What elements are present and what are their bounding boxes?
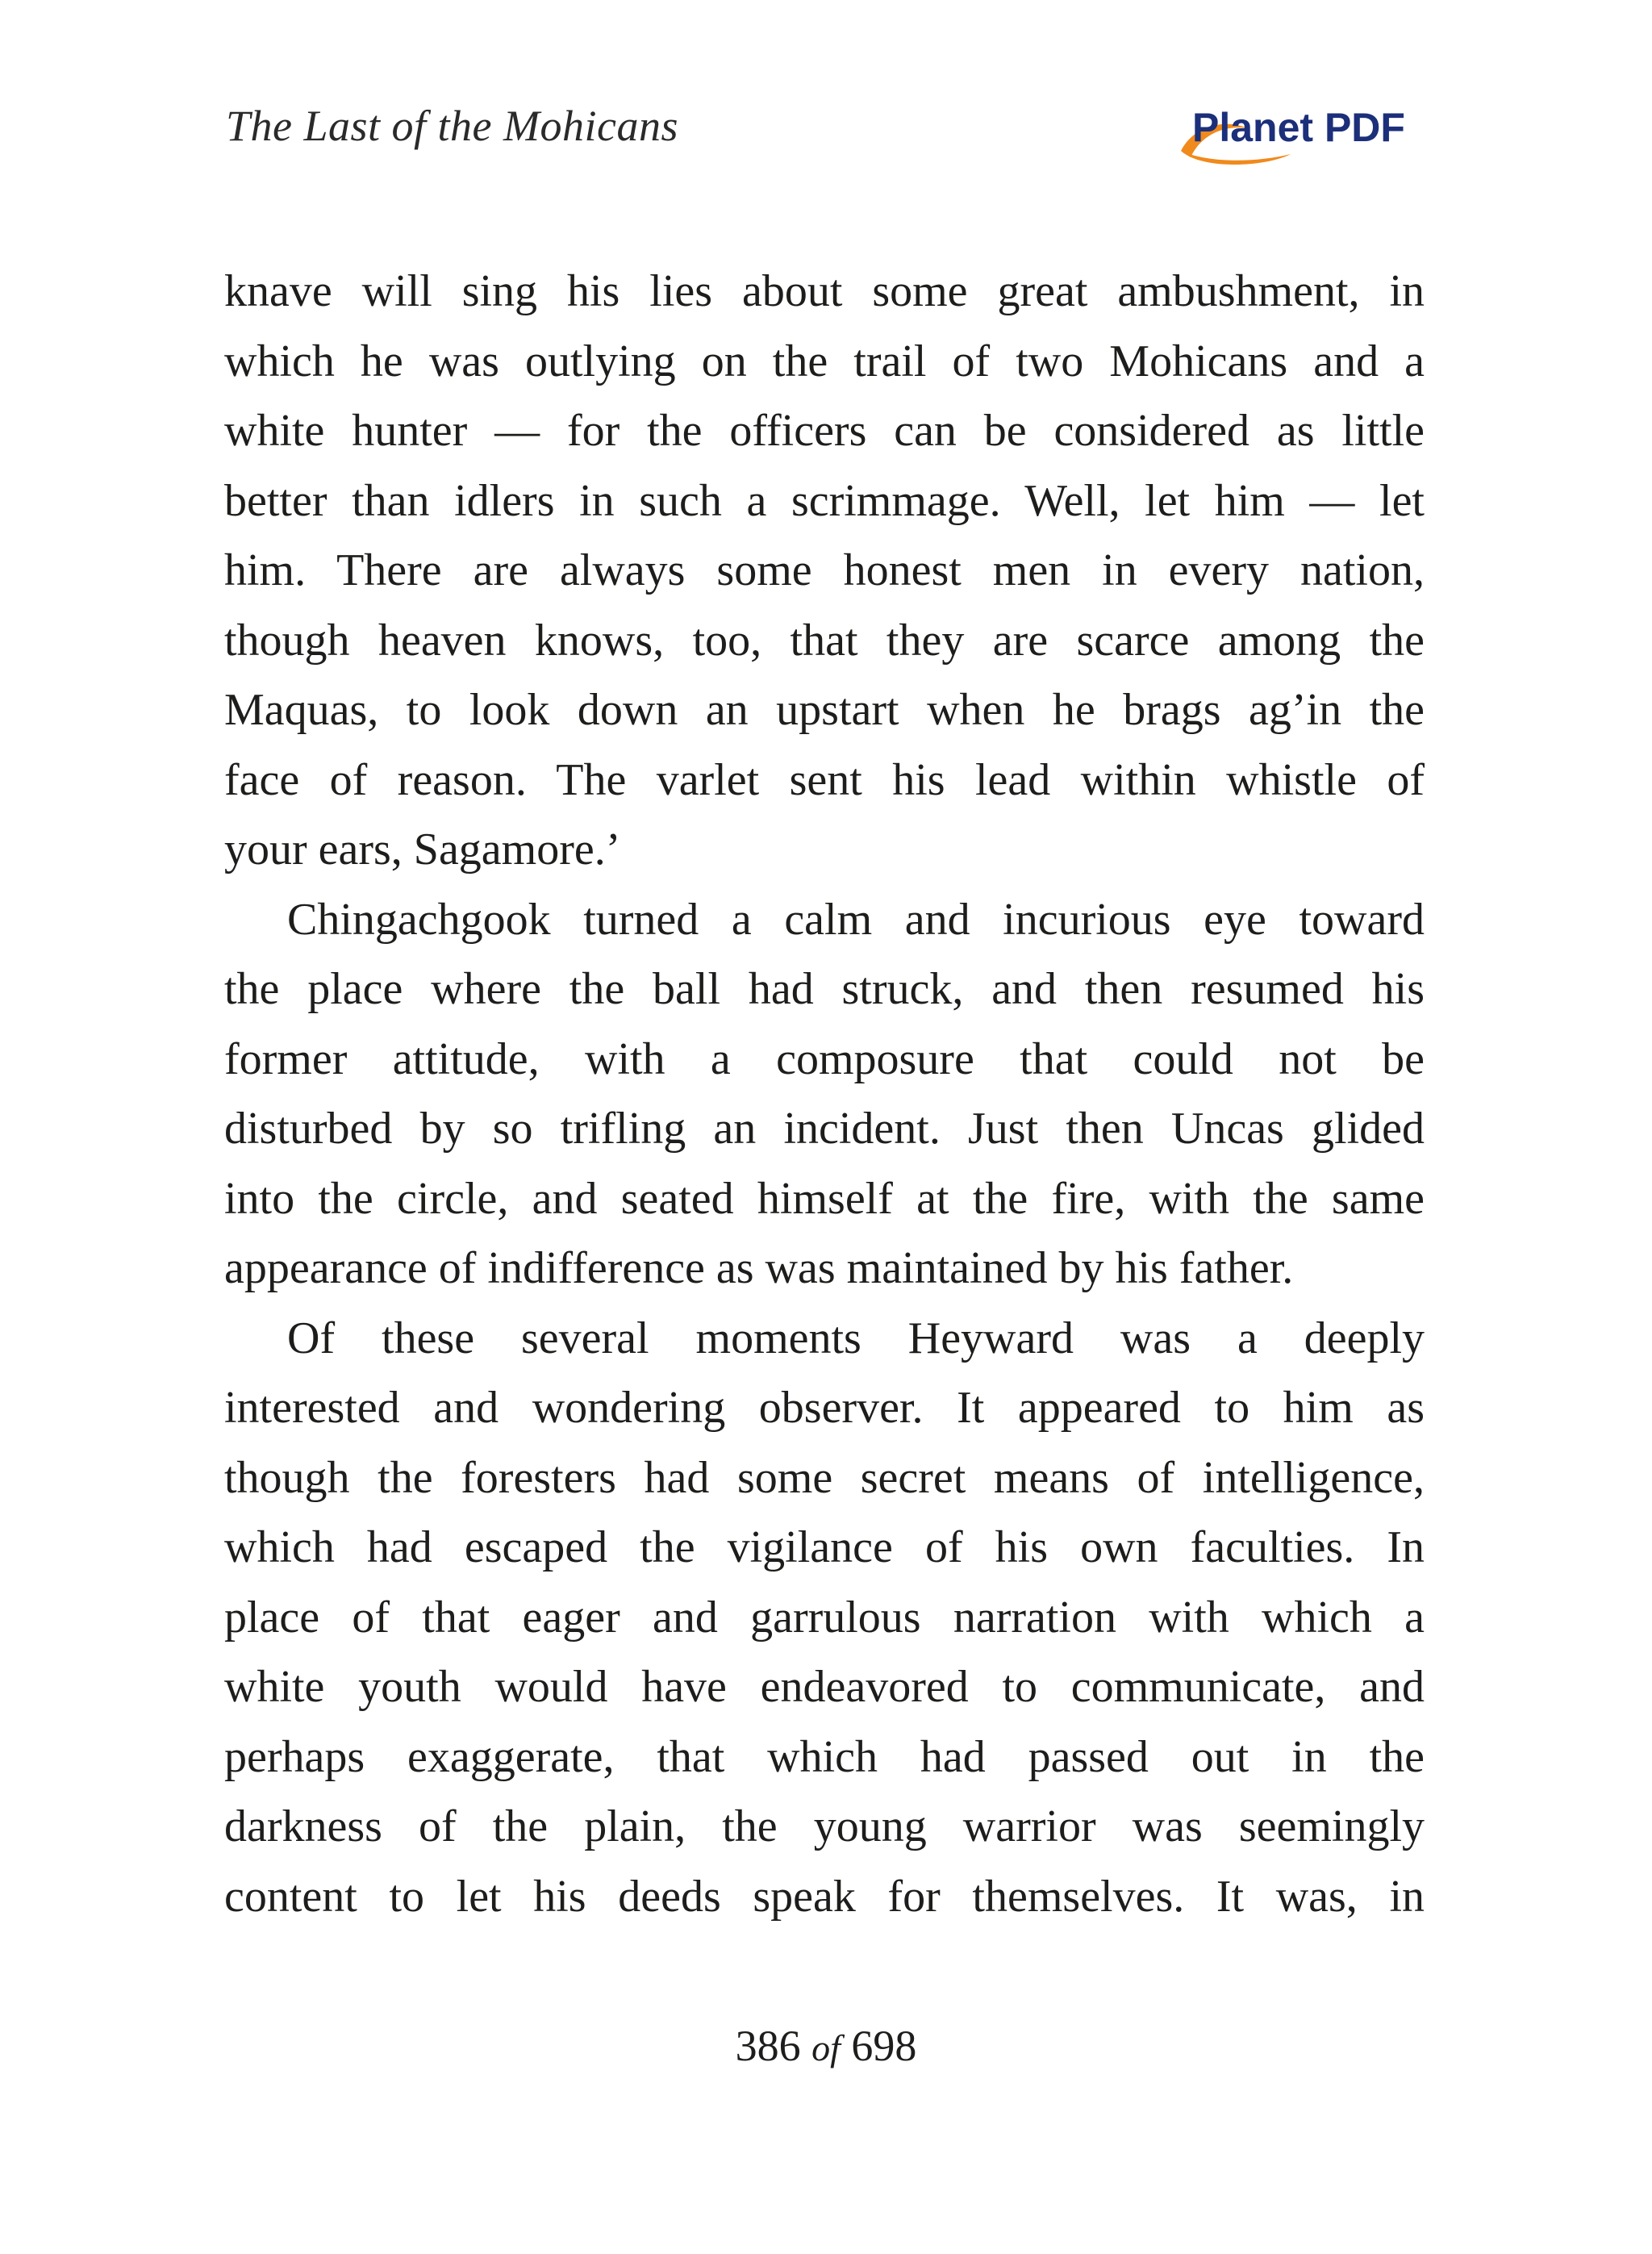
paragraph-start-line: Chingachgook turned a calm and incurious eye toward <box>287 894 1425 945</box>
text-line: disturbed by so trifling an incident. Just then Uncas glided <box>224 1104 1425 1154</box>
page-of-word: of <box>811 2027 841 2068</box>
text-line: place of that eager and garrulous narration with which a <box>224 1592 1425 1642</box>
text-line: interested and wondering observer. It appeared to him as <box>224 1383 1425 1433</box>
text-line: perhaps exaggerate, that which had passed out in the <box>224 1731 1425 1782</box>
text-line: better than idlers in such a scrimmage. Well, let him — let <box>224 475 1425 526</box>
text-line: content to let his deeds speak for themselves. It was, in <box>224 1871 1425 1922</box>
text-line: Maquas, to look down an upstart when he brags ag’in the <box>224 685 1425 735</box>
text-line: white youth would have endeavored to communicate, and <box>224 1662 1425 1712</box>
text-line: though heaven knows, too, that they are scarce among the <box>224 615 1425 666</box>
text-line: which had escaped the vigilance of his own faculties. In <box>224 1522 1425 1572</box>
page-number <box>0 2021 1652 2071</box>
logo-text: Planet PDF <box>1192 105 1405 150</box>
text-line: face of reason. The varlet sent his lead within whistle of <box>224 754 1425 805</box>
running-title: The Last of the Mohicans <box>226 102 678 150</box>
planet-pdf-logo <box>1170 101 1428 173</box>
current-page: 386 <box>735 2022 801 2070</box>
text-line: knave will sing his lies about some great ambushment, in <box>224 266 1425 316</box>
paragraph-start-line: Of these several moments Heyward was a deeply <box>287 1313 1425 1363</box>
text-line: appearance of indifference as was maintained by his father. <box>224 1243 1294 1293</box>
text-line: him. There are always some honest men in every nation, <box>224 545 1425 595</box>
text-line: though the foresters had some secret means of intelligence, <box>224 1452 1425 1503</box>
text-line: your ears, Sagamore.’ <box>224 824 621 874</box>
text-line: darkness of the plain, the young warrior was seemingly <box>224 1801 1425 1851</box>
body-text <box>224 257 1425 1931</box>
text-line: which he was outlying on the trail of two Mohicans and a <box>224 336 1425 386</box>
total-pages: 698 <box>851 2022 917 2070</box>
text-line: white hunter — for the officers can be considered as little <box>224 406 1425 456</box>
text-line: former attitude, with a composure that could not be <box>224 1033 1425 1084</box>
text-line: the place where the ball had struck, and then resumed his <box>224 964 1425 1014</box>
text-line: into the circle, and seated himself at the fire, with the same <box>224 1173 1425 1224</box>
